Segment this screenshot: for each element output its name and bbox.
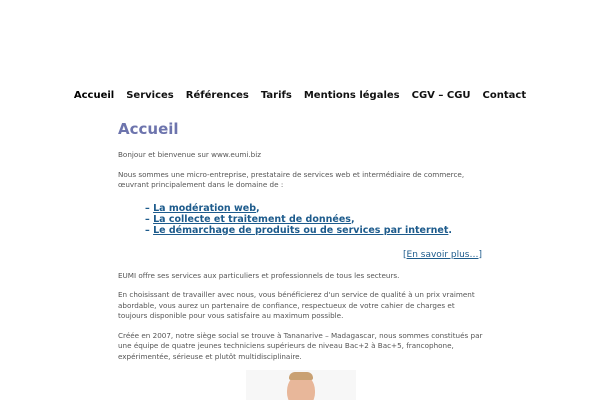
- nav-item-mentions-legales[interactable]: Mentions légales: [303, 90, 400, 101]
- list-item: [145, 203, 484, 214]
- nav-item-tarifs[interactable]: Tarifs: [260, 90, 292, 101]
- main-content: [118, 120, 484, 371]
- nav-item-references[interactable]: Références: [185, 90, 249, 101]
- paragraph-history: Créée en 2007, notre siège social se trouve à Tananarive – Madagascar, nous sommes constitués par une équipe de quatre jeunes techniciens supérieurs de niveau Bac+2 à Bac+5, francophone, expérimentée, sérieuse et plutôt multidisciplinaire.: [118, 330, 483, 361]
- nav-item-services[interactable]: Services: [126, 90, 174, 101]
- nav-item-cgv-cgu[interactable]: CGV – CGU: [411, 90, 471, 101]
- service-link-collecte[interactable]: La collecte et traitement de données: [153, 213, 351, 225]
- list-punct: .: [448, 224, 453, 236]
- list-item: [145, 225, 484, 236]
- list-dash: –: [145, 213, 154, 225]
- team-photo: [246, 370, 356, 400]
- service-link-demarchage[interactable]: Le démarchage de produits ou de services par internet: [153, 224, 449, 236]
- intro-text: Bonjour et bienvenue sur www.eumi.biz: [118, 150, 262, 159]
- list-punct: ,: [350, 213, 355, 225]
- description-text: Nous sommes une micro-entreprise, prestataire de services web et intermédiaire de commerce, œuvrant principalement dans le domaine de :: [118, 169, 465, 189]
- list-punct: ,: [256, 202, 260, 214]
- paragraph-benefits: En choisissant de travailler avec nous, vous bénéficierez d'un service de qualité à un prix vraiment abordable, vous aurez un partenaire de confiance, respectueux de votre cahier de charges et toujours disponible pour vous satisfaire au maximum possible.: [118, 290, 475, 320]
- read-more-link[interactable]: [En savoir plus…]: [403, 249, 482, 260]
- services-list: [145, 203, 484, 236]
- list-item: [145, 214, 484, 225]
- nav-item-accueil[interactable]: Accueil: [73, 90, 115, 101]
- main-navigation: [0, 90, 600, 101]
- page-title: Accueil: [118, 120, 179, 138]
- paragraph-clients: EUMI offre ses services aux particuliers et professionnels de tous les secteurs.: [118, 270, 400, 280]
- nav-item-contact[interactable]: Contact: [482, 90, 527, 101]
- more-link-row: [118, 242, 482, 261]
- list-dash: –: [145, 202, 154, 214]
- service-link-moderation[interactable]: La modération web: [153, 202, 257, 214]
- list-dash: –: [145, 224, 154, 236]
- person-hair: [289, 372, 313, 380]
